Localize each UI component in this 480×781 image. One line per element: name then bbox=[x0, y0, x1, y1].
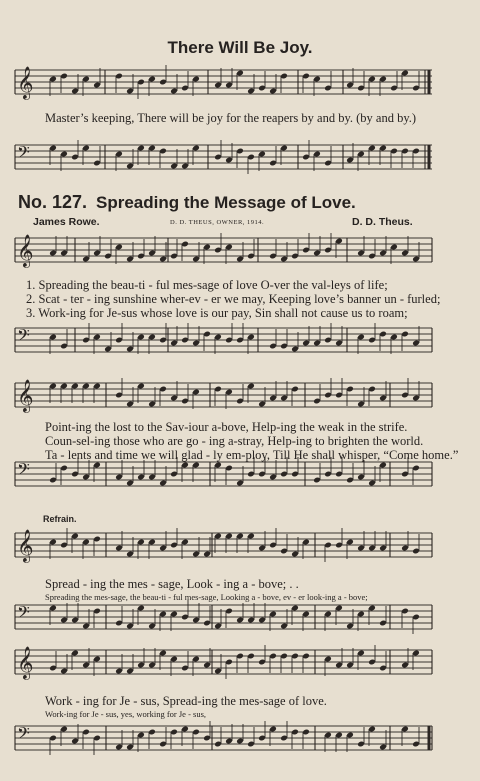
hymn-number: No. 127. bbox=[18, 192, 88, 212]
refrain-label: Refrain. bbox=[43, 514, 77, 524]
refrain-line-1-bass: Spreading the mes-sage, the beau-ti - ful mes-sage, Looking a - bove, ev - er look-ing a - bove; bbox=[45, 592, 368, 602]
author-credit: James Rowe. bbox=[33, 216, 100, 228]
svg-text:𝄞: 𝄞 bbox=[17, 234, 34, 267]
verse-1-line-1: 1. Spreading the beau-ti - ful mes-sage of love O-ver the val-leys of life; bbox=[26, 278, 388, 292]
composer-credit: D. D. Theus. bbox=[352, 216, 413, 228]
verse-3-line-2: Ta - lents and time we will glad - ly em-ploy, Till He shall whisper, “Come home.” bbox=[45, 448, 459, 462]
verse-2-line-1: 2. Scat - ter - ing sunshine wher-ev - er we may, Keeping love’s banner un - furled; bbox=[26, 292, 441, 306]
verse-3-line-1: 3. Work-ing for Je-sus whose love is our pay, Sin shall not cause us to roam; bbox=[26, 306, 408, 320]
svg-text:𝄞: 𝄞 bbox=[17, 379, 34, 412]
svg-text:𝄢: 𝄢 bbox=[17, 459, 30, 483]
copyright-notice: D. D. THEUS, OWNER, 1914. bbox=[170, 219, 265, 226]
refrain-line-1: Spread - ing the mes - sage, Look - ing a - bove; . . bbox=[45, 577, 299, 591]
previous-hymn-title: There Will Be Joy. bbox=[167, 38, 313, 57]
svg-text:𝄞: 𝄞 bbox=[17, 66, 34, 99]
svg-text:𝄢: 𝄢 bbox=[17, 723, 30, 747]
svg-text:𝄞: 𝄞 bbox=[17, 646, 34, 679]
previous-hymn-lyric: Master’s keeping, There will be joy for the reapers by and by. (by and by.) bbox=[45, 111, 417, 125]
verse-1-line-2: Point-ing the lost to the Sav-iour a-bove, Help-ing the weak in the strife. bbox=[45, 420, 408, 434]
svg-text:𝄞: 𝄞 bbox=[17, 529, 34, 562]
svg-text:𝄢: 𝄢 bbox=[17, 602, 30, 626]
hymn-title: Spreading the Message of Love. bbox=[96, 193, 356, 212]
svg-text:𝄢: 𝄢 bbox=[17, 142, 30, 166]
svg-text:𝄢: 𝄢 bbox=[17, 325, 30, 349]
verse-2-line-2: Coun-sel-ing those who are go - ing a-stray, Help-ing to brighten the world. bbox=[45, 434, 424, 448]
refrain-line-2: Work - ing for Je - sus, Spread-ing the mes-sage of love. bbox=[45, 694, 327, 708]
refrain-line-2-bass: Work-ing for Je - sus, yes, working for Je - sus, bbox=[45, 709, 207, 719]
